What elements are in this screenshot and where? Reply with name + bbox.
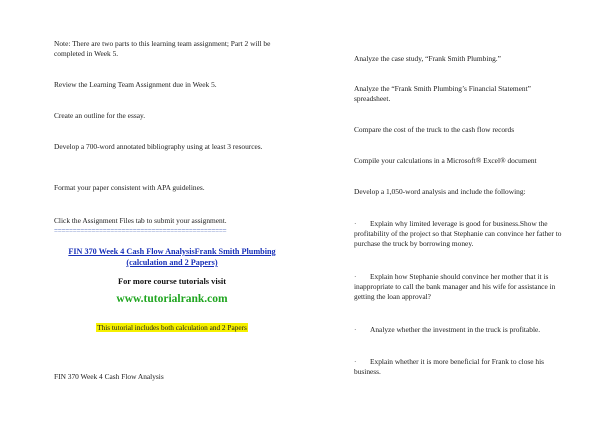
course-title-link[interactable]: FIN 370 Week 4 Cash Flow AnalysisFrank Smith Plumbing (calculation and 2 Papers) <box>68 247 276 267</box>
bullet-item <box>354 219 566 249</box>
more-tutorials-text: For more course tutorials visit <box>117 277 227 286</box>
highlighted-text: This tutorial includes both calculation and 2 Papers <box>97 323 247 332</box>
bullet-marker: · <box>354 219 357 228</box>
bullet-item <box>354 272 566 302</box>
highlight-note <box>54 323 290 333</box>
submit-paragraph: Click the Assignment Files tab to submit your assignment. <box>54 216 227 225</box>
note-paragraph: Note: There are two parts to this learning team assignment; Part 2 will be completed in Week 5. <box>54 39 271 58</box>
bullet-marker: · <box>354 325 357 334</box>
bullet-marker: · <box>354 272 357 281</box>
bullet-text: Explain why limited leverage is good for business.Show the profitability of the project so that Stephanie can convince her father to purchase the truck by borrowing money. <box>354 219 562 248</box>
bullet-item <box>354 325 566 335</box>
format-paragraph: Format your paper consistent with APA guidelines. <box>54 183 205 192</box>
separator-rule: ============================================== <box>54 227 227 235</box>
bibliography-paragraph: Develop a 700-word annotated bibliography using at least 3 resources. <box>54 142 263 151</box>
bullet-marker: · <box>354 357 357 366</box>
footer-heading: FIN 370 Week 4 Cash Flow Analysis <box>54 372 164 381</box>
outline-paragraph: Create an outline for the essay. <box>54 111 146 120</box>
develop-paragraph: Develop a 1,050-word analysis and include the following: <box>354 187 526 196</box>
course-title <box>54 246 290 268</box>
tutorial-site-link[interactable]: www.tutorialrank.com <box>116 293 228 305</box>
case-study-paragraph: Analyze the case study, “Frank Smith Plumbing.” <box>354 54 501 63</box>
financial-paragraph: Analyze the “Frank Smith Plumbing’s Financial Statement” spreadsheet. <box>354 84 531 103</box>
bullet-item <box>354 357 566 377</box>
review-paragraph: Review the Learning Team Assignment due in Week 5. <box>54 80 217 89</box>
bullet-text: Explain how Stephanie should convince her mother that it is inappropriate to call the bank manager and his wife for assistance in getting the loan approval? <box>354 272 556 301</box>
bullet-text: Explain whether it is more beneficial for Frank to close his business. <box>354 357 545 376</box>
compare-paragraph: Compare the cost of the truck to the cash flow records <box>354 125 515 134</box>
bullet-text: Analyze whether the investment in the truck is profitable. <box>370 325 541 334</box>
compile-paragraph: Compile your calculations in a Microsoft® Excel® document <box>354 156 537 165</box>
